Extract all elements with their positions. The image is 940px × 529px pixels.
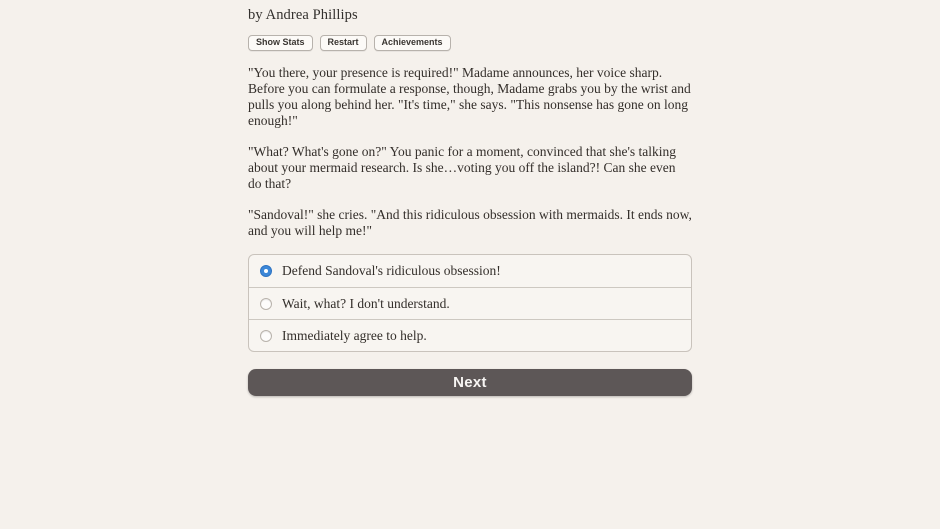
story-paragraph: "You there, your presence is required!" Madame announces, her voice sharp. Before you can formulate a response, though, Madame grabs you by the wrist and pulls you along behind her. "It's time," she says. "This nonsense has gone on long enough!": [248, 65, 691, 128]
choice-option-label: Immediately agree to help.: [282, 327, 427, 343]
story-paragraph: "What? What's gone on?" You panic for a moment, convinced that she's talking about your mermaid research. Is she…voting you off the island?! Can she even do that?: [248, 144, 677, 191]
game-toolbar: [248, 35, 692, 51]
game-content-column: [248, 0, 692, 396]
choice-list: [248, 254, 692, 352]
choice-option-agree-to-help[interactable]: [249, 319, 691, 351]
radio-button-icon[interactable]: [260, 330, 272, 342]
choice-option-label: Wait, what? I don't understand.: [282, 295, 450, 311]
story-text: [248, 65, 692, 239]
radio-button-icon[interactable]: [260, 265, 272, 277]
next-button[interactable]: Next: [248, 369, 692, 396]
restart-button[interactable]: Restart: [320, 35, 367, 51]
radio-button-icon[interactable]: [260, 298, 272, 310]
choice-option-defend-obsession[interactable]: [249, 255, 691, 287]
story-paragraph: "Sandoval!" she cries. "And this ridiculous obsession with mermaids. It ends now, and you will help me!": [248, 207, 692, 238]
choice-option-dont-understand[interactable]: [249, 287, 691, 319]
author-byline: by Andrea Phillips: [248, 7, 358, 23]
show-stats-button[interactable]: Show Stats: [248, 35, 313, 51]
achievements-button[interactable]: Achievements: [374, 35, 451, 51]
choice-option-label: Defend Sandoval's ridiculous obsession!: [282, 263, 501, 278]
